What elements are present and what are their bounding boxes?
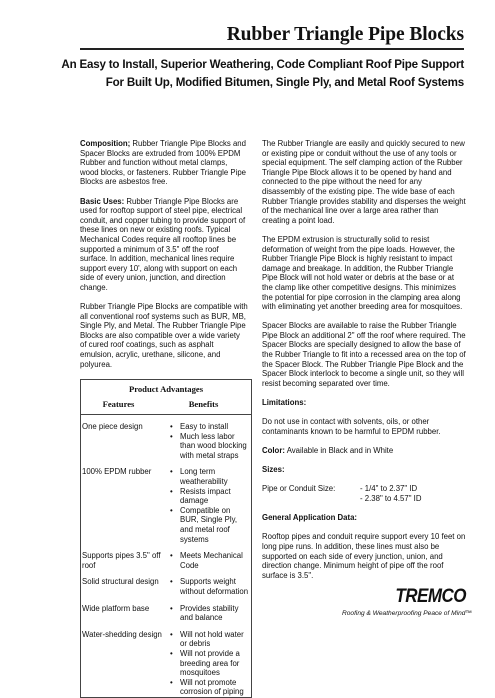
limitations-heading — [262, 398, 466, 408]
feature-cell: 100% EPDM rubber — [82, 467, 152, 477]
table-row — [81, 570, 251, 596]
compatibility-paragraph: Rubber Triangle Pipe Blocks are compatible with all conventional roof systems such as BUR, MB, Single Ply, and Metal. The Rubber Triangle Pipe Blocks are also compatible over a wide variety of cured roof coatings, such as asphalt emulsion, acrylic, urethane, silicone, and polyurea. — [80, 302, 248, 369]
tagline: Roofing & Weatherproofing Peace of Mind™ — [342, 610, 472, 617]
benefit-item: • Compatible on BUR, Single Ply, and metal roof systems — [170, 506, 251, 544]
benefit-item: • Much less labor than wood blocking with metal straps — [170, 432, 251, 461]
benefits-list — [170, 422, 251, 460]
limitations-label: Limitations: — [262, 398, 307, 408]
product-advantages-table — [80, 379, 252, 698]
title-divider — [80, 48, 464, 50]
table-row — [81, 623, 251, 697]
right-column — [262, 139, 466, 590]
benefit-item: • Easy to install — [170, 422, 251, 432]
footer-branding — [342, 584, 472, 617]
basic-uses-label: Basic Uses: — [80, 196, 125, 206]
page-subtitle — [60, 56, 464, 92]
benefits-list — [170, 577, 251, 596]
sizes-values — [360, 484, 421, 503]
feature-cell: Water-shedding design — [82, 629, 162, 639]
composition-paragraph — [80, 139, 248, 187]
sizes-label: Sizes: — [262, 465, 285, 475]
subtitle-line-2: For Built Up, Modified Bitumen, Single Ply, and Metal Roof Systems — [105, 76, 464, 89]
features-header: Features — [102, 399, 135, 410]
feature-cell: Solid structural design — [82, 577, 159, 587]
table-row — [81, 544, 251, 570]
limitations-text: Do not use in contact with solvents, oils, or other contaminants known to be harmful to EPDM rubber. — [262, 417, 441, 436]
general-application-text: Rooftop pipes and conduit require support every 10 feet on long pipe runs. In addition, these lines must also be supported on each side of every junction, union, and direction change. Minimum height of pipe off the roof surface is 3.5". — [262, 532, 466, 580]
subtitle-line-1: An Easy to Install, Superior Weathering, Code Compliant Roof Pipe Support — [61, 58, 464, 71]
table-row — [81, 415, 251, 460]
page-title: Rubber Triangle Pipe Blocks — [226, 24, 464, 45]
size-value: - 1/4" to 2.37" ID — [360, 484, 418, 494]
benefits-header: Benefits — [188, 399, 219, 410]
general-application-label: General Application Data: — [262, 513, 358, 523]
basic-uses-paragraph — [80, 197, 248, 293]
benefit-item: • Will not promote corrosion of piping — [170, 678, 251, 697]
left-column — [80, 139, 248, 698]
feature-cell: Supports pipes 3.5" off roof — [82, 551, 161, 570]
sizes-heading — [262, 465, 466, 475]
extrusion-paragraph: The EPDM extrusion is structurally solid to resist deformation of weight from the pipe loads. However, the Rubber Triangle Pipe Block is highly resistant to impact damage and breakage. In addition, the Rubber Triangle Pipe Block will not hold water or debris at the base or at the clamp like other competitive designs. This minimizes the potential for pipe corrosion in the clamping area along with eliminating yet another breeding area for mosquitoes. — [262, 234, 463, 312]
advantages-rows — [81, 415, 251, 697]
benefit-item: • Resists impact damage — [170, 487, 251, 506]
composition-text: Rubber Triangle Pipe Blocks and Spacer Blocks are extruded from 100% EPDM Rubber and function without metal clamps, wood blocks, or fasteners. Rubber Triangle Pipe Blocks are asbestos free. — [80, 139, 246, 187]
tremco-logo: TREMCO — [395, 584, 466, 607]
advantages-column-headers — [81, 400, 251, 415]
benefit-item: • Provides stability and balance — [170, 604, 251, 623]
basic-uses-text: Rubber Triangle Pipe Blocks are used for rooftop support of steel pipe, electrical conduit, and copper tubing to provide support of these lines on new or existing roofs. Typical Mechanical Codes require all rooftop lines be supported a minimum of 3.5" off the roof surface. In addition, mechanical lines require support every 10', along with support on each side of every union, junction, and direction change. — [80, 196, 246, 292]
advantages-header — [81, 379, 251, 415]
color-paragraph — [262, 446, 466, 456]
general-application-heading — [262, 513, 466, 523]
size-value: - 2.38" to 4.57" ID — [360, 493, 422, 503]
sizes-row-label: Pipe or Conduit Size: — [262, 484, 336, 494]
composition-label: Composition; — [80, 139, 131, 148]
benefit-item: • Long term weatherability — [170, 467, 251, 486]
benefits-list — [170, 604, 251, 623]
installation-paragraph: The Rubber Triangle are easily and quickly secured to new or existing pipe or conduit without the use of any tools or special equipment. The self clamping action of the Rubber Triangle Pipe Block allows it to be opened by hand and connected to the pipe without the need for any disassembly of the existing pipe. The wide base of each Rubber Triangle provides stability and disperses the weight of the mechanical line over a large area rather than creating a point load. — [262, 139, 466, 225]
table-row — [81, 597, 251, 623]
feature-cell: Wide platform base — [82, 603, 150, 613]
benefit-item: • Supports weight without deformation — [170, 577, 251, 596]
benefit-item: • Will not provide a breeding area for mosquitoes — [170, 649, 251, 678]
benefit-item: • Meets Mechanical Code — [170, 551, 251, 570]
feature-cell: One piece design — [82, 422, 143, 432]
color-label: Color: — [262, 446, 285, 455]
benefits-list — [170, 551, 251, 570]
color-text: Available in Black and in White — [286, 446, 394, 455]
benefits-list — [170, 467, 251, 544]
spacer-blocks-paragraph: Spacer Blocks are available to raise the Rubber Triangle Pipe Block an additional 2" off the roof where required. The Spacer Blocks are specially designed to allow the base of the Rubber Triangle to fit into a recessed area on the top of the Spacer Block. The Rubber Triangle Pipe Block and the Spacer Block interlock to become a single unit, so they will resist becoming separated over time. — [262, 321, 466, 388]
table-row — [81, 460, 251, 544]
sizes-row — [262, 484, 466, 503]
advantages-title: Product Advantages — [128, 383, 204, 394]
benefit-item: • Will not hold water or debris — [170, 630, 251, 649]
